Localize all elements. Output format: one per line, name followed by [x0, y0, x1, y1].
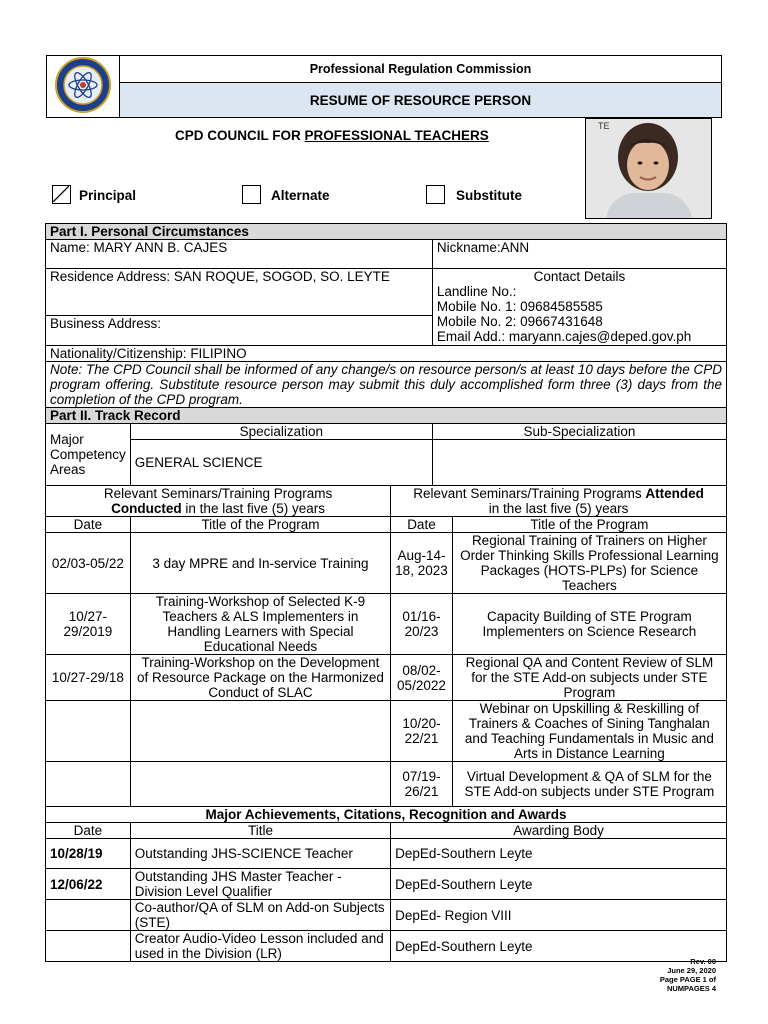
revision-label: Rev. 00	[690, 957, 716, 966]
attended-date[interactable]: 01/16-20/23	[391, 594, 453, 655]
attended-date-header: Date	[391, 517, 453, 533]
award-row	[46, 839, 727, 869]
award-title[interactable]: Outstanding JHS-SCIENCE Teacher	[130, 839, 390, 869]
council-profession: PROFESSIONAL TEACHERS	[304, 128, 489, 143]
attended-title[interactable]: Capacity Building of STE Program Implementers on Science Research	[452, 594, 726, 655]
award-date[interactable]: 10/28/19	[46, 839, 131, 869]
resume-form	[45, 223, 727, 962]
specialization-header: Specialization	[130, 424, 432, 440]
mobile2-field[interactable]: Mobile No. 2: 09667431648	[436, 314, 603, 329]
conducted-date[interactable]	[46, 701, 131, 762]
conducted-title[interactable]	[130, 762, 390, 807]
awards-heading: Major Achievements, Citations, Recognition and Awards	[46, 807, 727, 823]
training-row	[46, 701, 727, 762]
awarding-body[interactable]: DepEd-Southern Leyte	[391, 839, 727, 869]
awarding-body[interactable]: DepEd- Region VIII	[391, 900, 727, 931]
conducted-header	[46, 486, 391, 517]
principal-label: Principal	[79, 188, 137, 203]
award-date[interactable]	[46, 931, 131, 962]
award-row	[46, 931, 727, 962]
award-title-header: Title	[130, 823, 390, 839]
cpd-note: Note: The CPD Council shall be informed of any change/s on resource person/s at least 10 days before the CPD program offering. Substitute resource person may submit this duly accomplished form three (3) days from the completion of the CPD program.	[46, 362, 727, 408]
conducted-date[interactable]	[46, 762, 131, 807]
council-title	[175, 128, 489, 143]
attended-title[interactable]: Virtual Development & QA of SLM for the STE Add-on subjects under STE Program	[452, 762, 726, 807]
award-row	[46, 900, 727, 931]
person-photo-icon	[586, 119, 711, 218]
specialization-value[interactable]: GENERAL SCIENCE	[130, 440, 432, 486]
part2-heading: Part II. Track Record	[46, 408, 727, 424]
attended-date[interactable]: 08/02-05/2022	[391, 655, 453, 701]
attended-date[interactable]: 10/20-22/21	[391, 701, 453, 762]
conducted-date[interactable]: 10/27-29/2019	[46, 594, 131, 655]
substitute-label: Substitute	[456, 188, 522, 203]
photo-tag: TE	[598, 121, 610, 131]
attended-date[interactable]: 07/19-26/21	[391, 762, 453, 807]
contact-details	[432, 269, 726, 346]
email-field[interactable]: Email Add.: maryann.cajes@deped.gov.ph	[436, 329, 692, 344]
revision-date: June 29, 2020	[667, 966, 716, 975]
contact-heading: Contact Details	[533, 269, 626, 284]
award-title[interactable]: Co-author/QA of SLM on Add-on Subjects (STE)	[130, 900, 390, 931]
name-field[interactable]: Name: MARY ANN B. CAJES	[46, 240, 433, 269]
award-title[interactable]: Outstanding JHS Master Teacher - Division Level Qualifier	[130, 869, 390, 900]
nationality-field[interactable]: Nationality/Citizenship: FILIPINO	[46, 346, 727, 362]
subspecialization-header: Sub-Specialization	[432, 424, 726, 440]
awarding-body[interactable]: DepEd-Southern Leyte	[391, 931, 727, 962]
award-title[interactable]: Creator Audio-Video Lesson included and used in the Division (LR)	[130, 931, 390, 962]
conducted-date-header: Date	[46, 517, 131, 533]
council-prefix: CPD COUNCIL FOR	[175, 128, 305, 143]
conducted-header-suffix: in the last five (5) years	[181, 501, 325, 516]
prc-seal	[47, 56, 120, 118]
business-field[interactable]: Business Address:	[46, 316, 433, 346]
awarding-body-header: Awarding Body	[391, 823, 727, 839]
competency-label: Major Competency Areas	[46, 424, 131, 486]
page-number: Page PAGE 1 of	[659, 975, 716, 984]
alternate-label: Alternate	[271, 188, 330, 203]
principal-checkbox[interactable]	[52, 185, 71, 204]
award-row	[46, 869, 727, 900]
landline-field[interactable]: Landline No.:	[436, 284, 517, 299]
award-date[interactable]	[46, 900, 131, 931]
conducted-header-bold: Conducted	[111, 501, 182, 516]
attended-header-bold: Attended	[645, 486, 704, 501]
award-date[interactable]: 12/06/22	[46, 869, 131, 900]
attended-header	[391, 486, 727, 517]
form-header	[46, 55, 722, 118]
mobile1-field[interactable]: Mobile No. 1: 09684585585	[436, 299, 603, 314]
attended-header-text: Relevant Seminars/Training Programs	[413, 486, 646, 501]
org-name: Professional Regulation Commission	[120, 56, 722, 83]
award-date-header: Date	[46, 823, 131, 839]
attended-header-suffix: in the last five (5) years	[488, 501, 629, 516]
training-row	[46, 594, 727, 655]
conducted-header-text: Relevant Seminars/Training Programs	[103, 486, 333, 501]
alternate-checkbox[interactable]	[242, 185, 261, 204]
training-row	[46, 762, 727, 807]
page-count: NUMPAGES 4	[666, 984, 716, 993]
conducted-title[interactable]	[130, 701, 390, 762]
conducted-date[interactable]: 02/03-05/22	[46, 533, 131, 594]
prc-seal-icon	[52, 56, 114, 114]
attended-title[interactable]: Webinar on Upskilling & Reskilling of Trainers & Coaches of Sining Tanghalan and Teaching Fundamentals in Music and Arts in Distance Learning	[452, 701, 726, 762]
attended-title[interactable]: Regional QA and Content Review of SLM for the STE Add-on subjects under STE Program	[452, 655, 726, 701]
awarding-body[interactable]: DepEd-Southern Leyte	[391, 869, 727, 900]
page-footer	[660, 957, 716, 993]
conducted-title[interactable]: 3 day MPRE and In-service Training	[130, 533, 390, 594]
checkmark-slash-icon	[53, 186, 69, 202]
conducted-title[interactable]: Training-Workshop on the Development of Resource Package on the Harmonized Conduct of SLAC	[130, 655, 390, 701]
conducted-title-header: Title of the Program	[130, 517, 390, 533]
conducted-date[interactable]: 10/27-29/18	[46, 655, 131, 701]
conducted-title[interactable]: Training-Workshop of Selected K-9 Teachers & ALS Implementers in Handling Learners with Special Educational Needs	[130, 594, 390, 655]
residence-field[interactable]: Residence Address: SAN ROQUE, SOGOD, SO. LEYTE	[46, 269, 433, 316]
attended-date[interactable]: Aug-14-18, 2023	[391, 533, 453, 594]
subspecialization-value[interactable]	[432, 440, 726, 486]
training-row	[46, 533, 727, 594]
form-title: RESUME OF RESOURCE PERSON	[120, 83, 722, 118]
substitute-checkbox[interactable]	[426, 185, 445, 204]
part1-heading: Part I. Personal Circumstances	[46, 224, 727, 240]
attended-title[interactable]: Regional Training of Trainers on Higher Order Thinking Skills Professional Learning Packages (HOTS-PLPs) for Science Teachers	[452, 533, 726, 594]
nickname-field[interactable]: Nickname:ANN	[432, 240, 726, 269]
profile-photo	[585, 118, 712, 219]
attended-title-header: Title of the Program	[452, 517, 726, 533]
training-row	[46, 655, 727, 701]
